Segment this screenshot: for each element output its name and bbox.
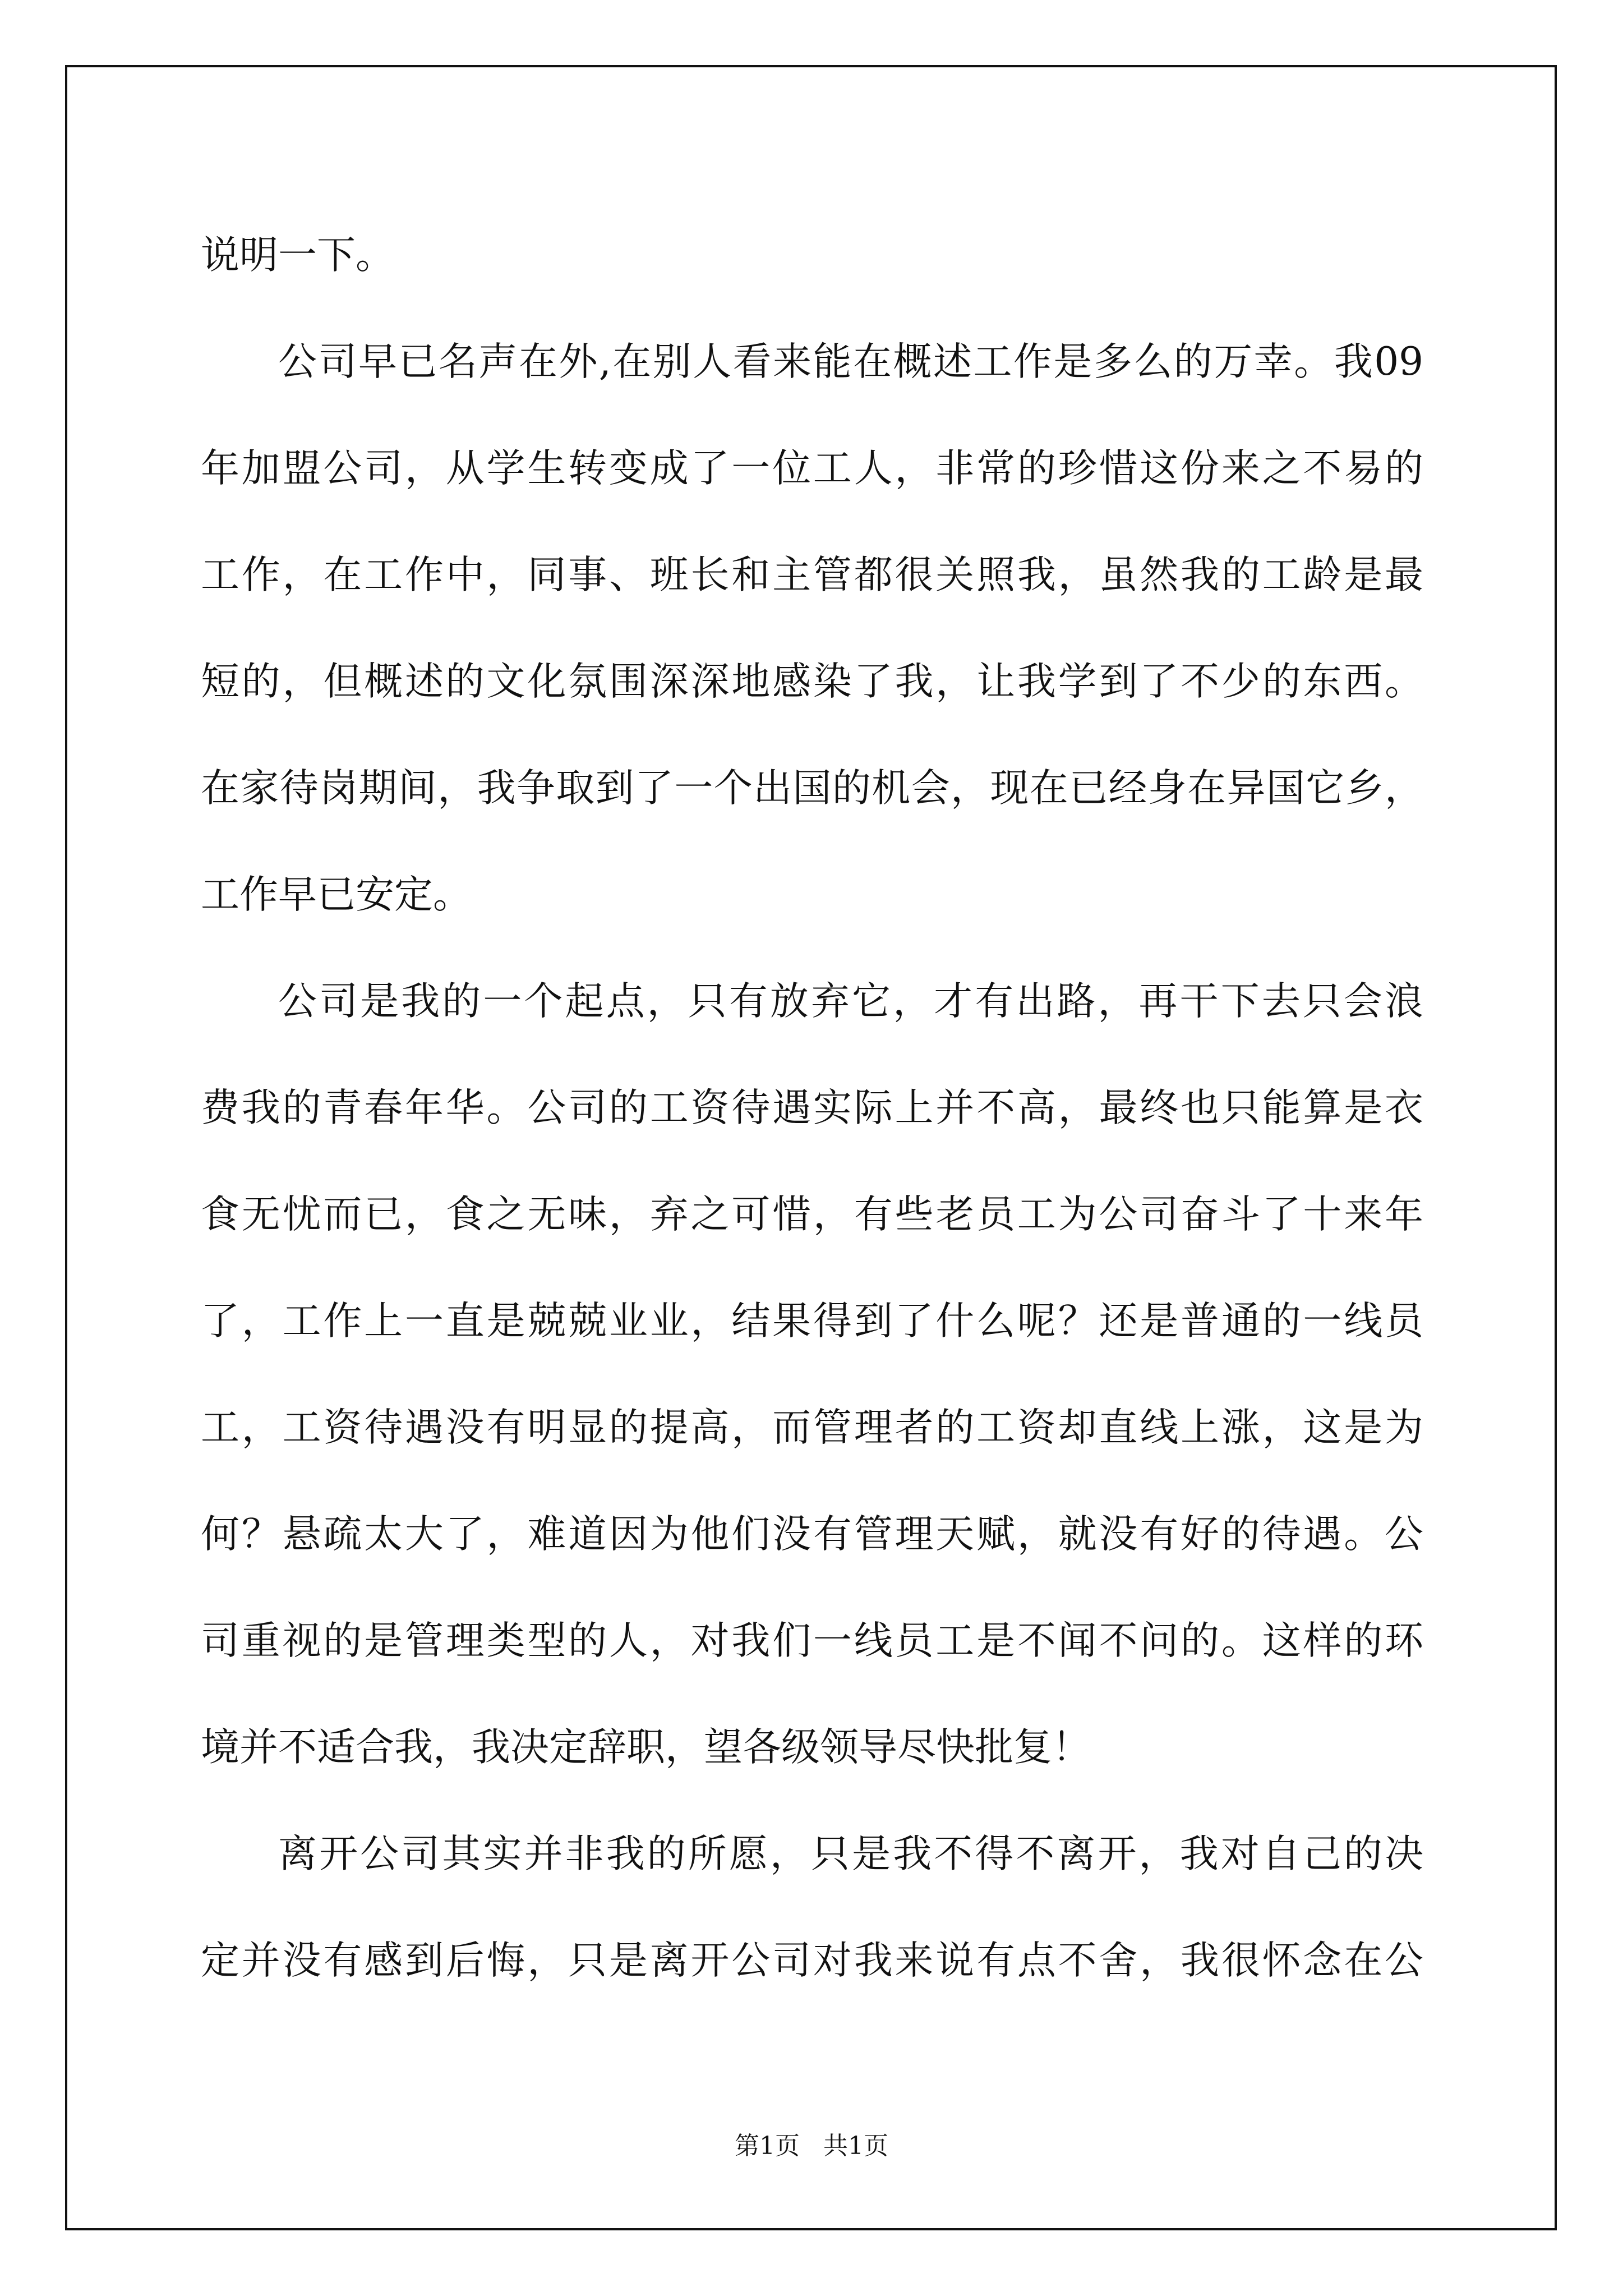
text-line: 离开公司其实并非我的所愿，只是我不得不离开，我对自己的决 [278,1832,1423,1876]
body-text [201,202,1423,2014]
text-line: 说明一下。 [201,233,394,278]
total-pages: 共1页 [823,2132,888,2160]
text-line: 在家待岗期间，我争取到了一个出国的机会，现在已经身在异国它乡， [201,766,1423,811]
text-line: 公司早已名声在外,在别人看来能在概述工作是多么的万幸。我09 [278,339,1423,384]
text-line: 工作早已安定。 [201,872,472,917]
text-line: 费我的青春年华。公司的工资待遇实际上并不高，最终也只能算是衣 [201,1085,1423,1130]
text-line: 定并没有感到后悔，只是离开公司对我来说有点不舍，我很怀念在公 [201,1938,1423,1983]
text-line: 何？悬疏太大了，难道因为他们没有管理天赋，就没有好的待遇。公 [201,1512,1423,1557]
page-footer [0,2129,1623,2163]
text-line: 食无忧而已，食之无味，弃之可惜，有些老员工为公司奋斗了十来年 [201,1192,1423,1237]
text-line: 工作，在工作中，同事、班长和主管都很关照我，虽然我的工龄是最 [201,553,1423,597]
text-line: 司重视的是管理类型的人，对我们一线员工是不闻不问的。这样的环 [201,1618,1423,1663]
page-number: 第1页 [735,2132,800,2160]
text-line: 了，工作上一直是兢兢业业，结果得到了什么呢？还是普通的一线员 [201,1299,1423,1343]
text-line: 年加盟公司，从学生转变成了一位工人，非常的珍惜这份来之不易的 [201,446,1423,491]
text-line: 境并不适合我，我决定辞职，望各级领导尽快批复！ [201,1725,1091,1770]
text-line: 短的，但概述的文化氛围深深地感染了我，让我学到了不少的东西。 [201,659,1423,704]
text-line: 工，工资待遇没有明显的提高，而管理者的工资却直线上涨，这是为 [201,1405,1423,1450]
text-line: 公司是我的一个起点，只有放弃它，才有出路，再干下去只会浪 [278,979,1423,1024]
